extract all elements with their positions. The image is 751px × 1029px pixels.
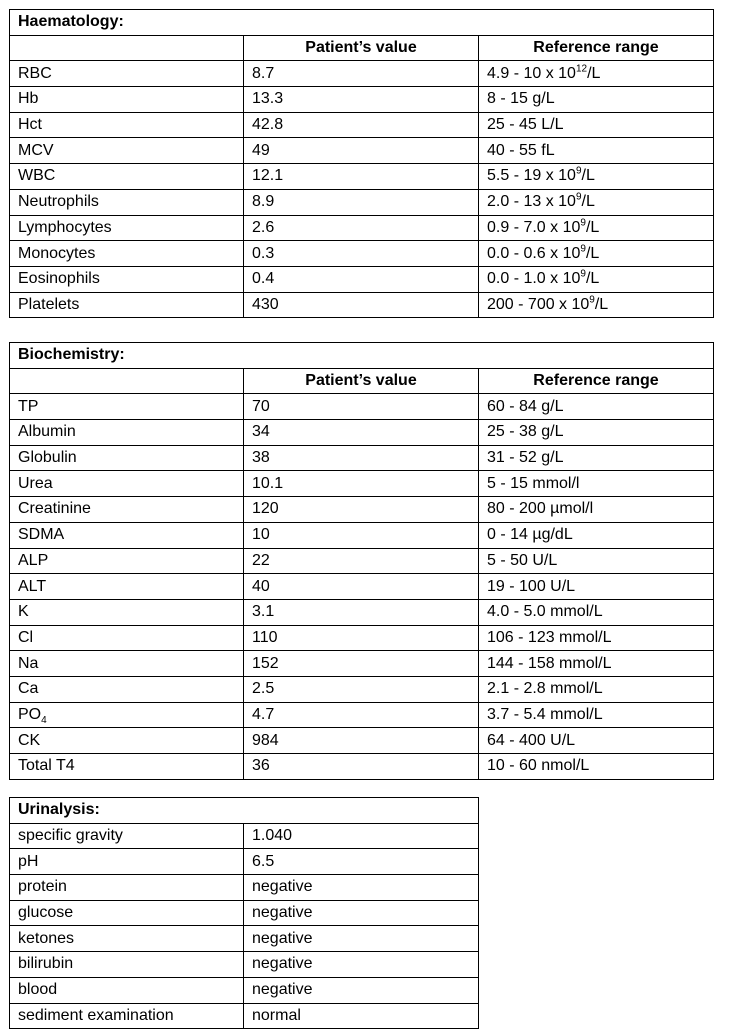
- patient-value: 34: [244, 420, 479, 446]
- parameter-name: pH: [10, 849, 244, 875]
- parameter-name-text: CK: [18, 731, 41, 749]
- table-row: [10, 420, 714, 446]
- patient-value: 38: [244, 445, 479, 471]
- reference-range: [479, 215, 714, 241]
- parameter-name-subscript: 4: [41, 715, 47, 727]
- parameter-name-text: Albumin: [18, 423, 76, 441]
- table-row: [10, 445, 714, 471]
- patient-value: 2.5: [244, 676, 479, 702]
- haematology-header-row: [10, 35, 714, 61]
- table-row: [10, 574, 714, 600]
- patient-value: 4.7: [244, 702, 479, 728]
- reference-range-unit: /L: [587, 64, 601, 82]
- patient-value: 8.9: [244, 189, 479, 215]
- parameter-name: ketones: [10, 926, 244, 952]
- reference-range: [479, 112, 714, 138]
- reference-range-text: 40 - 55 fL: [487, 141, 555, 159]
- parameter-name-text: TP: [18, 397, 39, 415]
- table-row: [10, 61, 714, 87]
- patient-value: 10: [244, 522, 479, 548]
- parameter-name: RBC: [10, 61, 244, 87]
- reference-range-unit: /L: [581, 167, 595, 185]
- table-row: [10, 164, 714, 190]
- reference-range: [479, 189, 714, 215]
- reference-range: 19 - 100 U/L: [479, 574, 714, 600]
- patient-value: 0.4: [244, 266, 479, 292]
- haematology-header-blank: [10, 35, 244, 61]
- biochemistry-header-row: [10, 368, 714, 394]
- table-row: [10, 522, 714, 548]
- table-row: [10, 702, 714, 728]
- reference-range-text: 4.9 - 10 x 10: [487, 64, 576, 82]
- reference-range-unit: /L: [594, 295, 609, 313]
- patient-value: 6.5: [244, 849, 479, 875]
- reference-range: [479, 266, 714, 292]
- reference-range-exponent: 9: [575, 166, 582, 178]
- parameter-name: [10, 599, 244, 625]
- parameter-name: Platelets: [10, 292, 244, 318]
- reference-range-exponent: 9: [589, 294, 595, 306]
- reference-range-text: 8 - 15 g/L: [487, 90, 555, 108]
- patient-value: 70: [244, 394, 479, 420]
- table-row: [10, 215, 714, 241]
- table-row: [10, 497, 714, 523]
- parameter-name: blood: [10, 977, 244, 1003]
- parameter-name: [10, 625, 244, 651]
- parameter-name: specific gravity: [10, 823, 244, 849]
- parameter-name: MCV: [10, 138, 244, 164]
- patient-value: 430: [244, 292, 479, 318]
- reference-range-text: 0.0 - 1.0 x 10: [487, 270, 581, 288]
- table-row: [10, 823, 479, 849]
- reference-range: [479, 241, 714, 267]
- parameter-name: [10, 754, 244, 780]
- biochemistry-title-row: [10, 343, 714, 369]
- reference-range-unit: /L: [585, 270, 600, 288]
- table-row: [10, 875, 479, 901]
- reference-range: [479, 164, 714, 190]
- table-row: [10, 112, 714, 138]
- table-row: [10, 266, 714, 292]
- biochemistry-table: [9, 342, 714, 780]
- parameter-name: [10, 522, 244, 548]
- patient-value: negative: [244, 900, 479, 926]
- reference-range-text: 200 - 700 x 10: [487, 295, 590, 313]
- parameter-name: [10, 445, 244, 471]
- parameter-name-text: Total T4: [18, 757, 75, 775]
- reference-range: 3.7 - 5.4 mmol/L: [479, 702, 714, 728]
- biochemistry-title: Biochemistry:: [10, 343, 714, 369]
- patient-value: 36: [244, 754, 479, 780]
- parameter-name-text: Na: [18, 654, 39, 672]
- reference-range-unit: /L: [585, 218, 600, 236]
- reference-range-unit: /L: [585, 244, 600, 262]
- parameter-name: [10, 548, 244, 574]
- table-row: [10, 754, 714, 780]
- parameter-name: [10, 574, 244, 600]
- patient-value: 3.1: [244, 599, 479, 625]
- table-row: [10, 977, 479, 1003]
- reference-range: 5 - 15 mmol/l: [479, 471, 714, 497]
- reference-range-exponent: 9: [575, 191, 582, 203]
- patient-value: 8.7: [244, 61, 479, 87]
- parameter-name-text: Urea: [18, 474, 53, 492]
- table-row: [10, 1003, 479, 1029]
- table-row: [10, 394, 714, 420]
- parameter-name-text: Ca: [18, 680, 39, 698]
- patient-value: 12.1: [244, 164, 479, 190]
- table-row: [10, 849, 479, 875]
- reference-range: 31 - 52 g/L: [479, 445, 714, 471]
- reference-range-exponent: 9: [580, 268, 586, 280]
- reference-range: 0 - 14 µg/dL: [479, 522, 714, 548]
- urinalysis-table: [9, 797, 479, 1029]
- reference-range: 80 - 200 µmol/l: [479, 497, 714, 523]
- patient-value: 2.6: [244, 215, 479, 241]
- table-row: [10, 189, 714, 215]
- table-row: [10, 87, 714, 113]
- table-row: [10, 599, 714, 625]
- patient-value: 0.3: [244, 241, 479, 267]
- reference-range: [479, 138, 714, 164]
- reference-range: 10 - 60 nmol/L: [479, 754, 714, 780]
- patient-value: 40: [244, 574, 479, 600]
- patient-value: normal: [244, 1003, 479, 1029]
- parameter-name-text: Cl: [18, 628, 34, 646]
- table-row: [10, 952, 479, 978]
- table-row: [10, 926, 479, 952]
- reference-range: 60 - 84 g/L: [479, 394, 714, 420]
- table-row: [10, 676, 714, 702]
- reference-range: 2.1 - 2.8 mmol/L: [479, 676, 714, 702]
- biochemistry-col-range: Reference range: [479, 368, 714, 394]
- patient-value: 22: [244, 548, 479, 574]
- haematology-col-value: Patient’s value: [244, 35, 479, 61]
- parameter-name-text: Globulin: [18, 449, 77, 467]
- parameter-name: WBC: [10, 164, 244, 190]
- biochemistry-col-value: Patient’s value: [244, 368, 479, 394]
- urinalysis-title-row: [10, 798, 479, 824]
- table-row: [10, 292, 714, 318]
- haematology-col-range: Reference range: [479, 35, 714, 61]
- reference-range: 144 - 158 mmol/L: [479, 651, 714, 677]
- table-row: [10, 241, 714, 267]
- parameter-name: glucose: [10, 900, 244, 926]
- parameter-name-text: ALT: [18, 577, 47, 595]
- patient-value: negative: [244, 977, 479, 1003]
- table-row: [10, 471, 714, 497]
- parameter-name: Eosinophils: [10, 266, 244, 292]
- patient-value: 49: [244, 138, 479, 164]
- table-row: [10, 548, 714, 574]
- reference-range: 106 - 123 mmol/L: [479, 625, 714, 651]
- parameter-name: [10, 676, 244, 702]
- reference-range-exponent: 9: [580, 243, 586, 255]
- parameter-name-text: SDMA: [18, 526, 65, 544]
- reference-range: [479, 87, 714, 113]
- patient-value: 13.3: [244, 87, 479, 113]
- biochemistry-header-blank: [10, 368, 244, 394]
- parameter-name: [10, 651, 244, 677]
- haematology-title: Haematology:: [10, 10, 714, 36]
- reference-range-unit: /L: [581, 193, 595, 211]
- parameter-name-text: K: [18, 603, 29, 621]
- urinalysis-title: Urinalysis:: [10, 798, 479, 824]
- parameter-name: Hct: [10, 112, 244, 138]
- parameter-name-text: ALP: [18, 551, 49, 569]
- patient-value: negative: [244, 875, 479, 901]
- reference-range-exponent: 9: [580, 217, 586, 229]
- parameter-name: Hb: [10, 87, 244, 113]
- table-row: [10, 900, 479, 926]
- reference-range: [479, 61, 714, 87]
- reference-range: 4.0 - 5.0 mmol/L: [479, 599, 714, 625]
- reference-range: 64 - 400 U/L: [479, 728, 714, 754]
- table-row: [10, 651, 714, 677]
- patient-value: negative: [244, 926, 479, 952]
- parameter-name: [10, 394, 244, 420]
- parameter-name: protein: [10, 875, 244, 901]
- patient-value: 1.040: [244, 823, 479, 849]
- parameter-name: [10, 471, 244, 497]
- parameter-name: [10, 497, 244, 523]
- reference-range: 5 - 50 U/L: [479, 548, 714, 574]
- table-row: [10, 625, 714, 651]
- reference-range-text: 25 - 45 L/L: [487, 116, 564, 134]
- parameter-name: Monocytes: [10, 241, 244, 267]
- parameter-name: bilirubin: [10, 952, 244, 978]
- reference-range-text: 2.0 - 13 x 10: [487, 193, 576, 211]
- patient-value: negative: [244, 952, 479, 978]
- patient-value: 110: [244, 625, 479, 651]
- patient-value: 10.1: [244, 471, 479, 497]
- reference-range-exponent: 12: [575, 63, 588, 75]
- reference-range-text: 0.0 - 0.6 x 10: [487, 244, 581, 262]
- parameter-name: [10, 420, 244, 446]
- reference-range: 25 - 38 g/L: [479, 420, 714, 446]
- haematology-title-row: [10, 10, 714, 36]
- reference-range: [479, 292, 714, 318]
- haematology-table: [9, 9, 714, 318]
- parameter-name: Neutrophils: [10, 189, 244, 215]
- patient-value: 984: [244, 728, 479, 754]
- table-row: [10, 728, 714, 754]
- parameter-name: sediment examination: [10, 1003, 244, 1029]
- patient-value: 42.8: [244, 112, 479, 138]
- reference-range-text: 5.5 - 19 x 10: [487, 167, 576, 185]
- parameter-name: [10, 702, 244, 728]
- parameter-name-text: PO: [18, 705, 42, 723]
- patient-value: 152: [244, 651, 479, 677]
- patient-value: 120: [244, 497, 479, 523]
- parameter-name: [10, 728, 244, 754]
- parameter-name-text: Creatinine: [18, 500, 91, 518]
- parameter-name: Lymphocytes: [10, 215, 244, 241]
- reference-range-text: 0.9 - 7.0 x 10: [487, 218, 581, 236]
- table-row: [10, 138, 714, 164]
